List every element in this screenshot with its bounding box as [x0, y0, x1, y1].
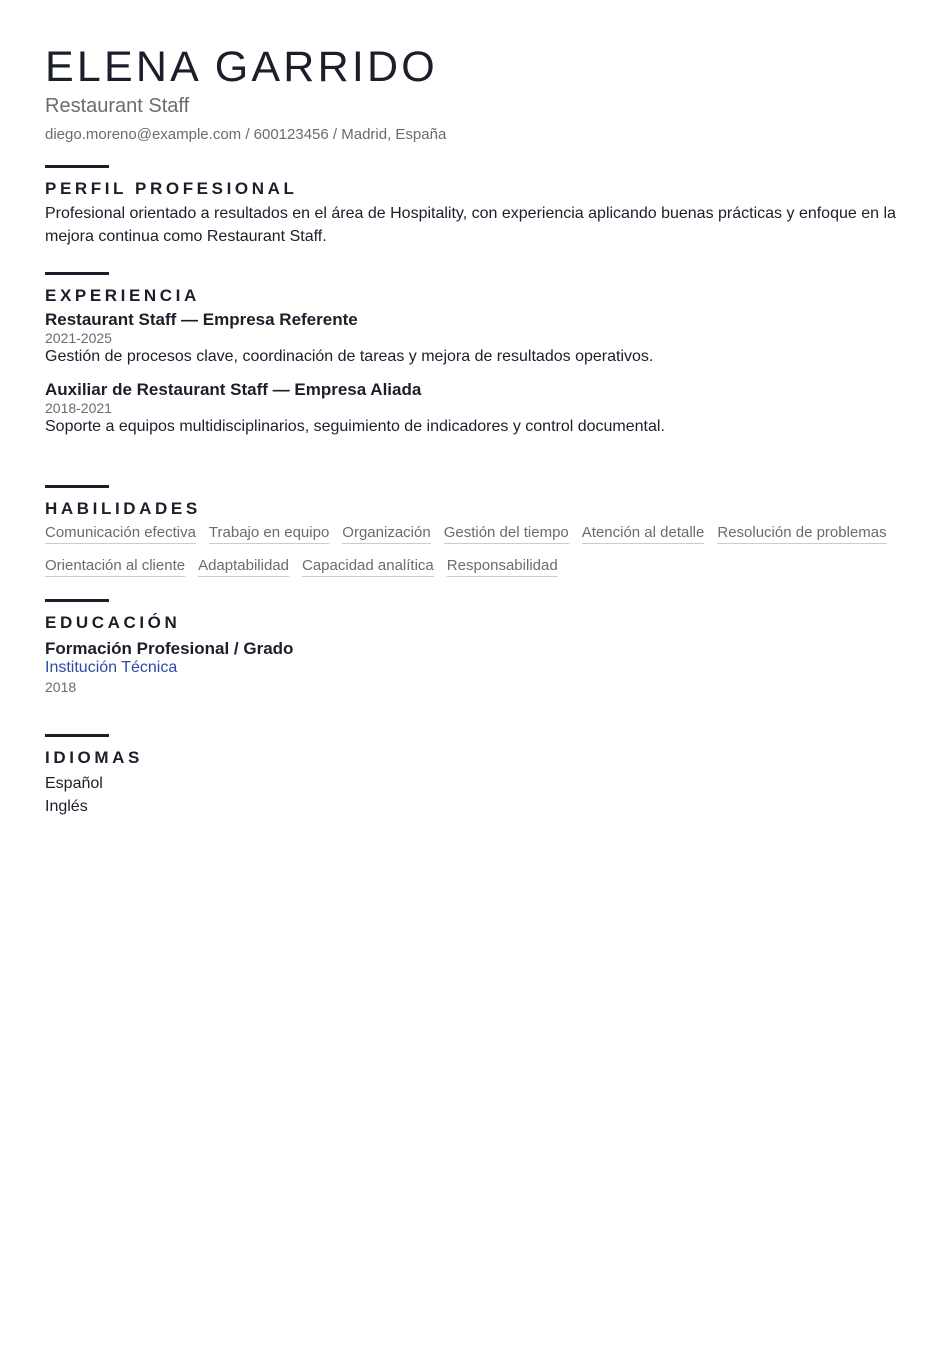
job-title: Restaurant Staff — Empresa Referente [45, 310, 358, 329]
skill-tag: Resolución de problemas [717, 523, 886, 544]
education-degree: Formación Profesional / Grado [45, 639, 294, 658]
skill-tag: Atención al detalle [582, 523, 705, 544]
section-divider [45, 599, 109, 602]
section-divider [45, 272, 109, 275]
skill-tag: Capacidad analítica [302, 556, 434, 577]
experience-section [45, 272, 907, 437]
languages-list [45, 772, 907, 818]
job-dates: 2021-2025 [45, 330, 112, 346]
language-item: Español [45, 775, 103, 792]
section-title-education: EDUCACIÓN [45, 613, 181, 632]
languages-section [45, 734, 907, 818]
skill-tag: Gestión del tiempo [444, 523, 569, 544]
language-item: Inglés [45, 798, 88, 815]
job-title: Auxiliar de Restaurant Staff — Empresa Aliada [45, 380, 422, 399]
section-title-languages: IDIOMAS [45, 748, 143, 767]
profile-section [45, 165, 907, 248]
job-entry [45, 379, 907, 437]
skill-tag: Orientación al cliente [45, 556, 185, 577]
section-title-skills: HABILIDADES [45, 499, 201, 518]
skills-list [45, 523, 907, 577]
education-year: 2018 [45, 679, 77, 695]
job-description: Gestión de procesos clave, coordinación de tareas y mejora de resultados operativos. [45, 348, 654, 365]
skills-section [45, 485, 907, 577]
section-title-experience: EXPERIENCIA [45, 286, 200, 305]
candidate-name: ELENA GARRIDO [45, 43, 438, 91]
skill-tag: Trabajo en equipo [209, 523, 329, 544]
job-description: Soporte a equipos multidisciplinarios, seguimiento de indicadores y control documental. [45, 418, 665, 435]
section-divider [45, 165, 109, 168]
section-title-profile: PERFIL PROFESIONAL [45, 179, 298, 198]
skill-tag: Responsabilidad [447, 556, 558, 577]
profile-summary: Profesional orientado a resultados en el área de Hospitality, con experiencia aplicando buenas prácticas y enfoque en la mejora continua como Restaurant Staff. [45, 205, 896, 245]
job-dates: 2018-2021 [45, 400, 112, 416]
section-divider [45, 485, 109, 488]
education-section [45, 599, 907, 696]
contact-info: diego.moreno@example.com / 600123456 / Madrid, España [45, 126, 447, 143]
candidate-role: Restaurant Staff [45, 95, 190, 117]
skill-tag: Adaptabilidad [198, 556, 289, 577]
skill-tag: Comunicación efectiva [45, 523, 196, 544]
job-entry [45, 309, 907, 367]
section-divider [45, 734, 109, 737]
skill-tag: Organización [342, 523, 430, 544]
education-institution: Institución Técnica [45, 659, 178, 676]
